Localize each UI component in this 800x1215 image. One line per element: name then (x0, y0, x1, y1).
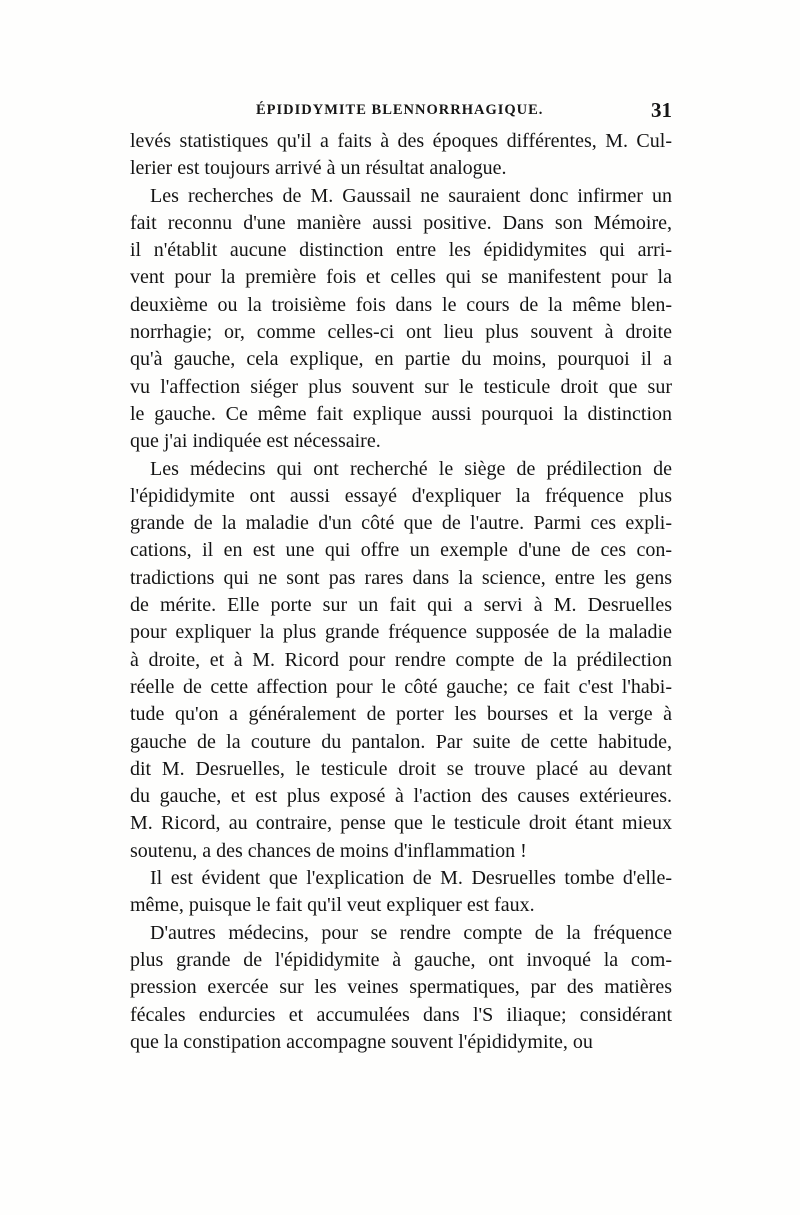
text-line: du gauche, et est plus exposé à l'action des causes extérieures. (130, 785, 672, 808)
page-number: 31 (651, 98, 672, 122)
text-line: de mérite. Elle porte sur un fait qui a servi à M. Desruelles (130, 594, 672, 617)
text-line: l'épididymite ont aussi essayé d'expliquer la fréquence plus (130, 484, 672, 507)
paragraph (130, 456, 672, 865)
text-line: M. Ricord, au contraire, pense que le testicule droit étant mieux (130, 812, 672, 835)
text-line: fait reconnu d'une manière aussi positive. Dans son Mémoire, (130, 211, 672, 234)
text-line: qu'à gauche, cela explique, en partie du moins, pourquoi il a (130, 348, 672, 371)
text-line: gauche de la couture du pantalon. Par suite de cette habitude, (130, 730, 672, 753)
text-line: pour expliquer la plus grande fréquence supposée de la maladie (130, 621, 672, 644)
text-line: Il est évident que l'explication de M. Desruelles tombe d'elle- (150, 867, 672, 890)
paragraph (130, 920, 672, 1056)
text-line: à droite, et à M. Ricord pour rendre compte de la prédilection (130, 648, 672, 671)
paragraph (130, 128, 672, 183)
text-line: D'autres médecins, pour se rendre compte de la fréquence (150, 921, 672, 944)
text-line: deuxième ou la troisième fois dans le cours de la même blen- (130, 293, 672, 316)
text-line: pression exercée sur les veines spermatiques, par des matières (130, 976, 672, 999)
text-line: que la constipation accompagne souvent l'épididymite, ou (130, 1030, 593, 1053)
text-line: le gauche. Ce même fait explique aussi pourquoi la distinction (130, 402, 672, 425)
text-line: cations, il en est une qui offre un exemple d'une de ces con- (130, 539, 672, 562)
text-line: Les recherches de M. Gaussail ne sauraient donc infirmer un (150, 184, 672, 207)
text-line: réelle de cette affection pour le côté gauche; ce fait c'est l'habi- (130, 675, 672, 698)
running-title: ÉPIDIDYMITE BLENNORRHAGIQUE. (256, 102, 544, 118)
text-line: même, puisque le fait qu'il veut expliquer est faux. (130, 894, 535, 917)
text-line: fécales endurcies et accumulées dans l'S iliaque; considérant (130, 1003, 672, 1026)
text-line: levés statistiques qu'il a faits à des époques différentes, M. Cul- (130, 130, 672, 152)
body-text (130, 128, 672, 1056)
text-line: lerier est toujours arrivé à un résultat analogue. (130, 157, 507, 180)
text-line: vu l'affection siéger plus souvent sur le testicule droit que sur (130, 375, 672, 398)
text-line: grande de la maladie d'un côté que de l'autre. Parmi ces expli- (130, 512, 672, 535)
text-line: Les médecins qui ont recherché le siège de prédilection de (150, 457, 672, 480)
text-line: plus grande de l'épididymite à gauche, ont invoqué la com- (130, 948, 672, 971)
text-line: que j'ai indiquée est nécessaire. (130, 430, 381, 453)
running-head (132, 100, 672, 124)
text-line: tradictions qui ne sont pas rares dans la science, entre les gens (130, 566, 672, 589)
text-line: norrhagie; or, comme celles-ci ont lieu plus souvent à droite (130, 321, 672, 344)
paragraph (130, 183, 672, 456)
text-line: tude qu'on a généralement de porter les bourses et la verge à (130, 703, 672, 726)
paragraph (130, 865, 672, 920)
text-line: vent pour la première fois et celles qui se manifestent pour la (130, 266, 672, 289)
text-line: il n'établit aucune distinction entre les épididymites qui arri- (130, 239, 672, 262)
text-line: soutenu, a des chances de moins d'inflammation ! (130, 839, 527, 862)
text-line: dit M. Desruelles, le testicule droit se trouve placé au devant (130, 757, 672, 780)
